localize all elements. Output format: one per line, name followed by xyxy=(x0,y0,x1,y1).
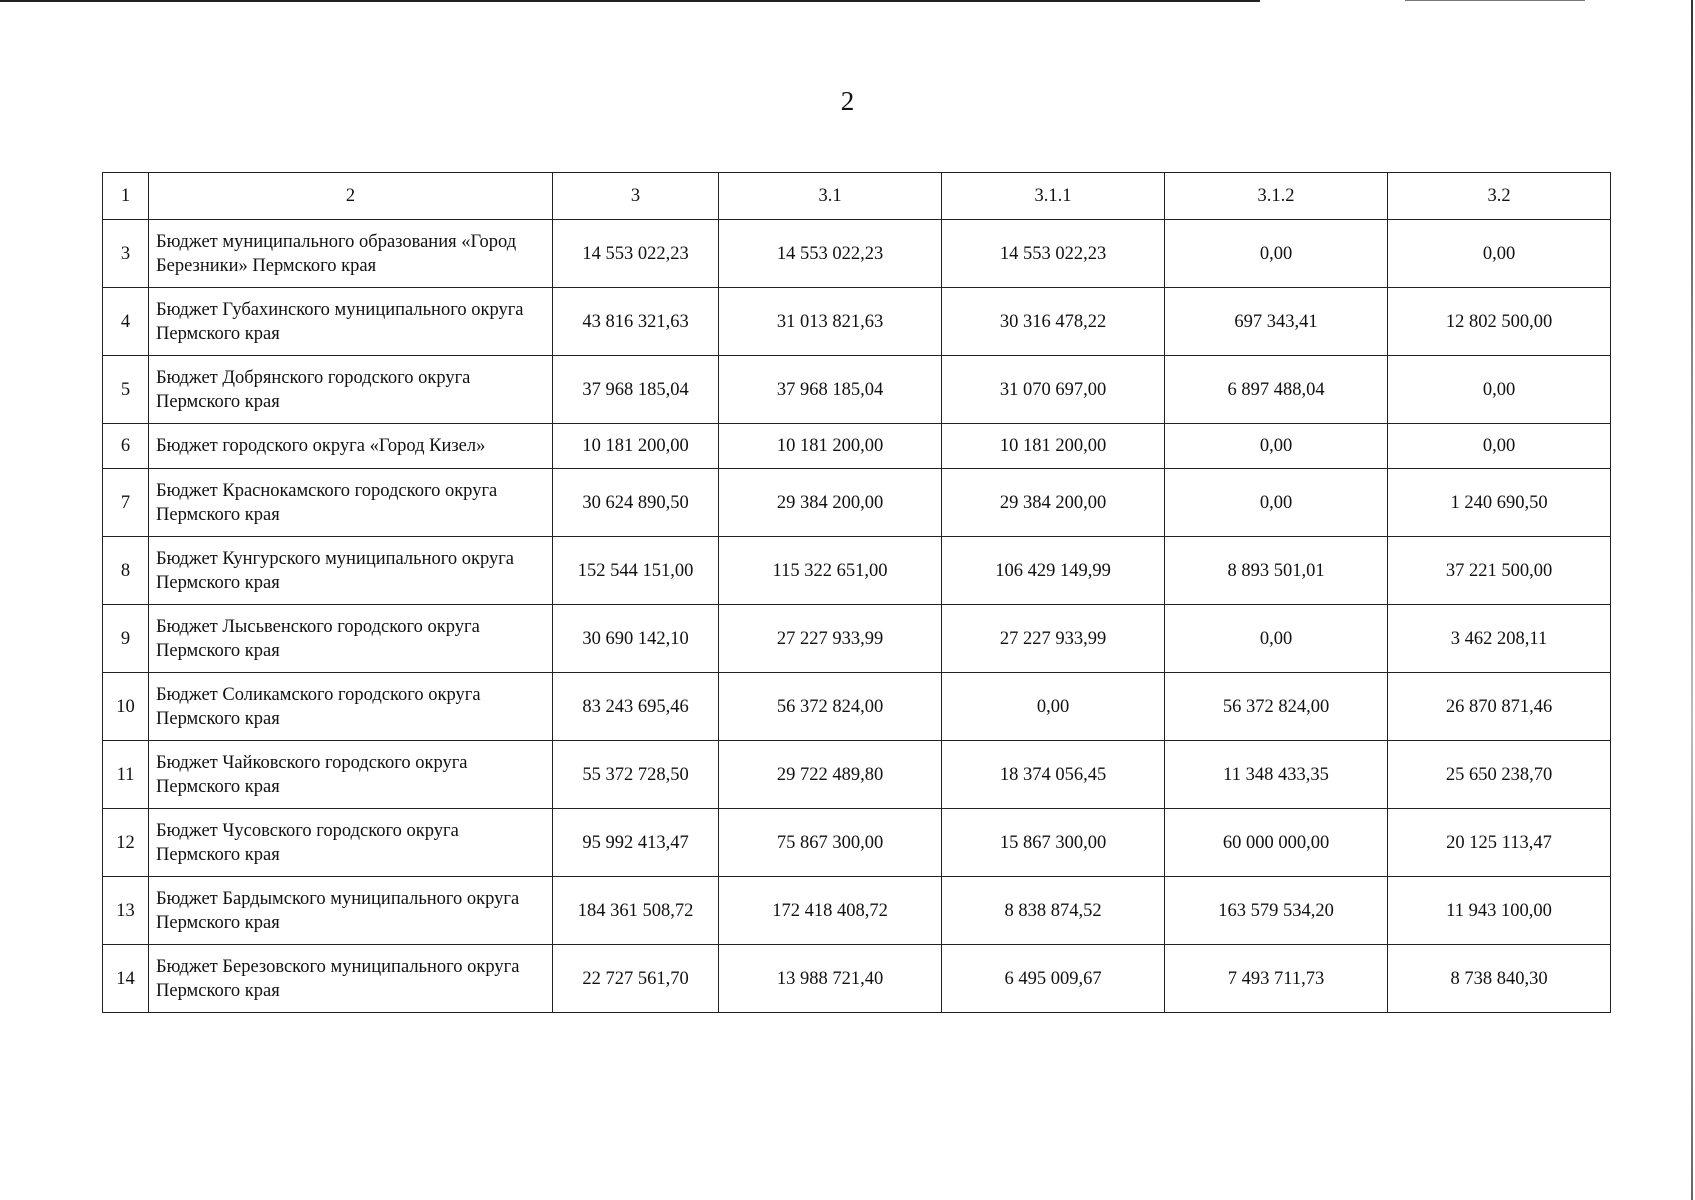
table-row xyxy=(103,356,1611,424)
budget-name-cell: Бюджет Кунгурского муниципального округа Пермского края xyxy=(149,537,553,605)
table-row xyxy=(103,469,1611,537)
budget-name-cell: Бюджет Губахинского муниципального округа Пермского края xyxy=(149,288,553,356)
budget-name-cell: Бюджет Бардымского муниципального округа Пермского края xyxy=(149,877,553,945)
amount-cell: 60 000 000,00 xyxy=(1165,809,1388,877)
amount-cell: 10 181 200,00 xyxy=(553,424,719,469)
table-row xyxy=(103,945,1611,1013)
amount-cell: 29 384 200,00 xyxy=(942,469,1165,537)
header-cell-3-1-1: 3.1.1 xyxy=(942,173,1165,220)
row-number-cell: 3 xyxy=(103,220,149,288)
amount-cell: 37 968 185,04 xyxy=(719,356,942,424)
row-number-cell: 7 xyxy=(103,469,149,537)
amount-cell: 95 992 413,47 xyxy=(553,809,719,877)
amount-cell: 8 893 501,01 xyxy=(1165,537,1388,605)
amount-cell: 172 418 408,72 xyxy=(719,877,942,945)
amount-cell: 163 579 534,20 xyxy=(1165,877,1388,945)
page-number: 2 xyxy=(840,86,855,116)
amount-cell: 20 125 113,47 xyxy=(1388,809,1611,877)
row-number-cell: 12 xyxy=(103,809,149,877)
amount-cell: 29 384 200,00 xyxy=(719,469,942,537)
amount-cell: 31 013 821,63 xyxy=(719,288,942,356)
amount-cell: 0,00 xyxy=(1165,469,1388,537)
table-row xyxy=(103,288,1611,356)
amount-cell: 18 374 056,45 xyxy=(942,741,1165,809)
amount-cell: 0,00 xyxy=(1165,220,1388,288)
amount-cell: 22 727 561,70 xyxy=(553,945,719,1013)
amount-cell: 27 227 933,99 xyxy=(942,605,1165,673)
amount-cell: 11 348 433,35 xyxy=(1165,741,1388,809)
amount-cell: 25 650 238,70 xyxy=(1388,741,1611,809)
amount-cell: 10 181 200,00 xyxy=(942,424,1165,469)
amount-cell: 55 372 728,50 xyxy=(553,741,719,809)
table-row xyxy=(103,809,1611,877)
scan-edge-top xyxy=(0,0,1260,2)
table-row xyxy=(103,424,1611,469)
amount-cell: 3 462 208,11 xyxy=(1388,605,1611,673)
amount-cell: 14 553 022,23 xyxy=(942,220,1165,288)
header-cell-3-1: 3.1 xyxy=(719,173,942,220)
amount-cell: 43 816 321,63 xyxy=(553,288,719,356)
budget-name-cell: Бюджет Чайковского городского округа Пермского края xyxy=(149,741,553,809)
header-row xyxy=(103,173,1611,220)
row-number-cell: 8 xyxy=(103,537,149,605)
row-number-cell: 14 xyxy=(103,945,149,1013)
amount-cell: 10 181 200,00 xyxy=(719,424,942,469)
table-row xyxy=(103,877,1611,945)
amount-cell: 27 227 933,99 xyxy=(719,605,942,673)
amount-cell: 0,00 xyxy=(1165,424,1388,469)
amount-cell: 26 870 871,46 xyxy=(1388,673,1611,741)
amount-cell: 6 897 488,04 xyxy=(1165,356,1388,424)
amount-cell: 14 553 022,23 xyxy=(719,220,942,288)
row-number-cell: 4 xyxy=(103,288,149,356)
amount-cell: 75 867 300,00 xyxy=(719,809,942,877)
amount-cell: 115 322 651,00 xyxy=(719,537,942,605)
amount-cell: 30 690 142,10 xyxy=(553,605,719,673)
budget-name-cell: Бюджет Краснокамского городского округа Пермского края xyxy=(149,469,553,537)
header-cell-3: 3 xyxy=(553,173,719,220)
amount-cell: 8 738 840,30 xyxy=(1388,945,1611,1013)
budget-name-cell: Бюджет городского округа «Город Кизел» xyxy=(149,424,553,469)
amount-cell: 37 221 500,00 xyxy=(1388,537,1611,605)
budget-name-cell: Бюджет Соликамского городского округа Пермского края xyxy=(149,673,553,741)
row-number-cell: 10 xyxy=(103,673,149,741)
scan-edge-right xyxy=(1691,0,1693,1200)
amount-cell: 106 429 149,99 xyxy=(942,537,1165,605)
budget-name-cell: Бюджет муниципального образования «Город Березники» Пермского края xyxy=(149,220,553,288)
amount-cell: 7 493 711,73 xyxy=(1165,945,1388,1013)
amount-cell: 184 361 508,72 xyxy=(553,877,719,945)
row-number-cell: 11 xyxy=(103,741,149,809)
header-cell-num: 1 xyxy=(103,173,149,220)
budget-name-cell: Бюджет Чусовского городского округа Пермского края xyxy=(149,809,553,877)
scan-edge-top-right xyxy=(1405,0,1585,1)
amount-cell: 56 372 824,00 xyxy=(719,673,942,741)
row-number-cell: 9 xyxy=(103,605,149,673)
amount-cell: 152 544 151,00 xyxy=(553,537,719,605)
budget-name-cell: Бюджет Добрянского городского округа Пермского края xyxy=(149,356,553,424)
row-number-cell: 6 xyxy=(103,424,149,469)
amount-cell: 83 243 695,46 xyxy=(553,673,719,741)
amount-cell: 12 802 500,00 xyxy=(1388,288,1611,356)
amount-cell: 15 867 300,00 xyxy=(942,809,1165,877)
amount-cell: 29 722 489,80 xyxy=(719,741,942,809)
amount-cell: 56 372 824,00 xyxy=(1165,673,1388,741)
row-number-cell: 13 xyxy=(103,877,149,945)
amount-cell: 0,00 xyxy=(942,673,1165,741)
table-row xyxy=(103,537,1611,605)
table-row xyxy=(103,605,1611,673)
amount-cell: 697 343,41 xyxy=(1165,288,1388,356)
amount-cell: 31 070 697,00 xyxy=(942,356,1165,424)
amount-cell: 30 316 478,22 xyxy=(942,288,1165,356)
budget-name-cell: Бюджет Лысьвенского городского округа Пермского края xyxy=(149,605,553,673)
header-cell-name: 2 xyxy=(149,173,553,220)
amount-cell: 11 943 100,00 xyxy=(1388,877,1611,945)
amount-cell: 8 838 874,52 xyxy=(942,877,1165,945)
budget-table xyxy=(102,172,1611,1013)
amount-cell: 0,00 xyxy=(1388,356,1611,424)
amount-cell: 14 553 022,23 xyxy=(553,220,719,288)
amount-cell: 0,00 xyxy=(1165,605,1388,673)
amount-cell: 6 495 009,67 xyxy=(942,945,1165,1013)
header-cell-3-2: 3.2 xyxy=(1388,173,1611,220)
row-number-cell: 5 xyxy=(103,356,149,424)
amount-cell: 0,00 xyxy=(1388,424,1611,469)
table-row xyxy=(103,673,1611,741)
amount-cell: 1 240 690,50 xyxy=(1388,469,1611,537)
amount-cell: 13 988 721,40 xyxy=(719,945,942,1013)
table-row xyxy=(103,220,1611,288)
amount-cell: 30 624 890,50 xyxy=(553,469,719,537)
amount-cell: 37 968 185,04 xyxy=(553,356,719,424)
table-row xyxy=(103,741,1611,809)
amount-cell: 0,00 xyxy=(1388,220,1611,288)
budget-name-cell: Бюджет Березовского муниципального округа Пермского края xyxy=(149,945,553,1013)
header-cell-3-1-2: 3.1.2 xyxy=(1165,173,1388,220)
